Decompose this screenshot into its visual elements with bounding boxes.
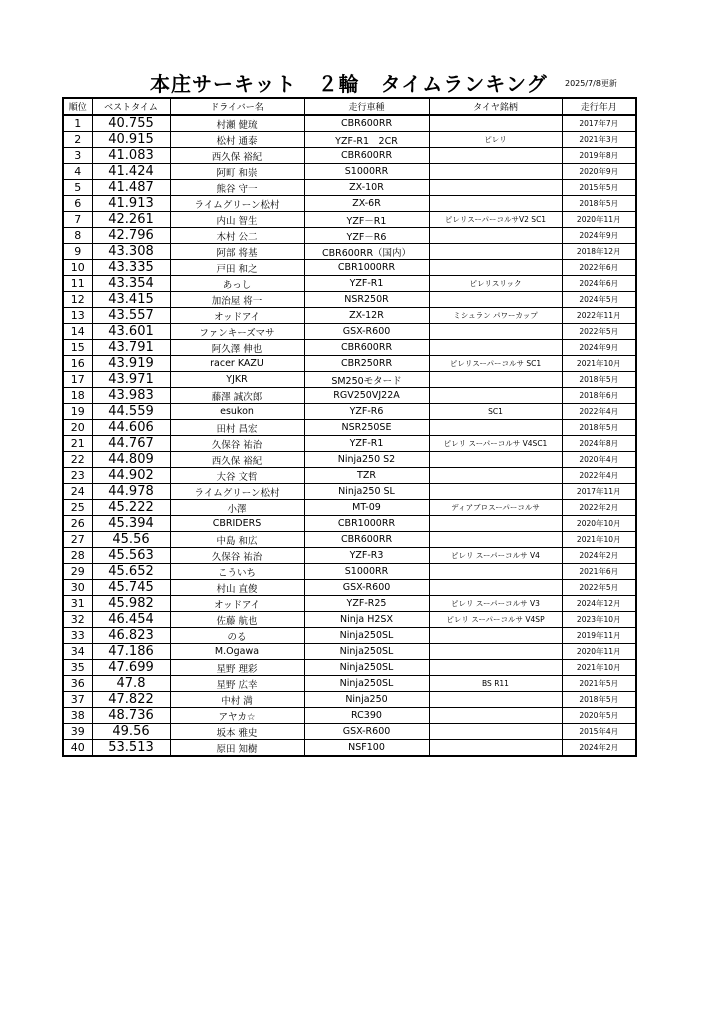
driver-cell: 熊谷 守一: [170, 180, 304, 196]
table-row: [63, 644, 636, 660]
table-row: [63, 436, 636, 452]
driver-cell: 阿部 将基: [170, 244, 304, 260]
date-cell: 2020年9月: [562, 164, 636, 180]
tire-cell: [429, 644, 562, 660]
rank-cell: 11: [63, 276, 92, 292]
machine-cell: YZF-R1: [304, 276, 429, 292]
machine-cell: S1000RR: [304, 564, 429, 580]
rank-cell: 19: [63, 404, 92, 420]
date-cell: 2022年6月: [562, 260, 636, 276]
driver-cell: ライムグリーン松村: [170, 196, 304, 212]
tire-cell: [429, 164, 562, 180]
tire-cell: [429, 580, 562, 596]
best-time-cell: 46.454: [92, 612, 170, 628]
date-cell: 2024年8月: [562, 436, 636, 452]
table-row: [63, 484, 636, 500]
date-cell: 2024年5月: [562, 292, 636, 308]
best-time-cell: 42.796: [92, 228, 170, 244]
best-time-cell: 45.56: [92, 532, 170, 548]
table-row: [63, 132, 636, 148]
best-time-cell: 47.699: [92, 660, 170, 676]
table-row: [63, 196, 636, 212]
best-time-cell: 45.982: [92, 596, 170, 612]
table-row: [63, 180, 636, 196]
tire-cell: [429, 692, 562, 708]
driver-cell: 田村 昌宏: [170, 420, 304, 436]
page-title: 本庄サーキット ２輪 タイムランキング: [150, 72, 548, 96]
rank-cell: 18: [63, 388, 92, 404]
col-header-rank: 順位: [63, 98, 92, 115]
best-time-cell: 40.755: [92, 115, 170, 132]
driver-cell: 村瀬 健琉: [170, 115, 304, 132]
tire-cell: ピレリ: [429, 132, 562, 148]
table-row: [63, 308, 636, 324]
date-cell: 2024年2月: [562, 740, 636, 757]
tire-cell: ピレリスーパーコルサ SC1: [429, 356, 562, 372]
date-cell: 2017年7月: [562, 115, 636, 132]
table-row: [63, 628, 636, 644]
machine-cell: GSX-R600: [304, 324, 429, 340]
machine-cell: RGV250VJ22A: [304, 388, 429, 404]
machine-cell: Ninja250SL: [304, 660, 429, 676]
table-row: [63, 212, 636, 228]
driver-cell: 西久保 裕紀: [170, 452, 304, 468]
driver-cell: 坂本 雅史: [170, 724, 304, 740]
tire-cell: [429, 516, 562, 532]
machine-cell: S1000RR: [304, 164, 429, 180]
tire-cell: [429, 340, 562, 356]
best-time-cell: 45.394: [92, 516, 170, 532]
machine-cell: YZF-R25: [304, 596, 429, 612]
machine-cell: Ninja250 S2: [304, 452, 429, 468]
best-time-cell: 45.222: [92, 500, 170, 516]
date-cell: 2022年4月: [562, 468, 636, 484]
machine-cell: Ninja H2SX: [304, 612, 429, 628]
driver-cell: オッドアイ: [170, 308, 304, 324]
table-row: [63, 596, 636, 612]
machine-cell: CBR600RR: [304, 340, 429, 356]
tire-cell: [429, 532, 562, 548]
date-cell: 2018年5月: [562, 196, 636, 212]
table-row: [63, 164, 636, 180]
date-cell: 2018年5月: [562, 372, 636, 388]
rank-cell: 28: [63, 548, 92, 564]
table-row: [63, 324, 636, 340]
machine-cell: CBR1000RR: [304, 260, 429, 276]
tire-cell: ミシュラン パワーカップ: [429, 308, 562, 324]
best-time-cell: 43.415: [92, 292, 170, 308]
rank-cell: 22: [63, 452, 92, 468]
machine-cell: NSF100: [304, 740, 429, 757]
date-cell: 2018年6月: [562, 388, 636, 404]
table-row: [63, 356, 636, 372]
tire-cell: [429, 484, 562, 500]
date-cell: 2017年11月: [562, 484, 636, 500]
best-time-cell: 43.601: [92, 324, 170, 340]
machine-cell: SM250モタード: [304, 372, 429, 388]
table-row: [63, 612, 636, 628]
rank-cell: 8: [63, 228, 92, 244]
rank-cell: 17: [63, 372, 92, 388]
machine-cell: NSR250SE: [304, 420, 429, 436]
machine-cell: CBR600RR（国内）: [304, 244, 429, 260]
date-cell: 2021年5月: [562, 676, 636, 692]
best-time-cell: 43.335: [92, 260, 170, 276]
driver-cell: 大谷 文哲: [170, 468, 304, 484]
rank-cell: 6: [63, 196, 92, 212]
tire-cell: [429, 292, 562, 308]
driver-cell: 小澤: [170, 500, 304, 516]
rank-cell: 38: [63, 708, 92, 724]
best-time-cell: 44.809: [92, 452, 170, 468]
tire-cell: ピレリスリック: [429, 276, 562, 292]
table-row: [63, 708, 636, 724]
date-cell: 2021年6月: [562, 564, 636, 580]
date-cell: 2024年9月: [562, 340, 636, 356]
best-time-cell: 43.354: [92, 276, 170, 292]
table-row: [63, 548, 636, 564]
driver-cell: 中島 和広: [170, 532, 304, 548]
driver-cell: 村山 直俊: [170, 580, 304, 596]
best-time-cell: 43.791: [92, 340, 170, 356]
tire-cell: [429, 420, 562, 436]
tire-cell: ピレリ スーパーコルサ V4: [429, 548, 562, 564]
tire-cell: SC1: [429, 404, 562, 420]
driver-cell: 星野 広幸: [170, 676, 304, 692]
tire-cell: [429, 564, 562, 580]
tire-cell: ピレリスーパーコルサV2 SC1: [429, 212, 562, 228]
rank-cell: 26: [63, 516, 92, 532]
tire-cell: [429, 244, 562, 260]
driver-cell: YJKR: [170, 372, 304, 388]
machine-cell: Ninja250: [304, 692, 429, 708]
date-cell: 2022年11月: [562, 308, 636, 324]
date-cell: 2021年10月: [562, 356, 636, 372]
rank-cell: 21: [63, 436, 92, 452]
table-row: [63, 372, 636, 388]
best-time-cell: 44.606: [92, 420, 170, 436]
rank-cell: 10: [63, 260, 92, 276]
tire-cell: [429, 708, 562, 724]
updated-date: 2025/7/8更新: [565, 79, 617, 88]
best-time-cell: 40.915: [92, 132, 170, 148]
driver-cell: 西久保 裕紀: [170, 148, 304, 164]
table-row: [63, 676, 636, 692]
date-cell: 2024年9月: [562, 228, 636, 244]
best-time-cell: 48.736: [92, 708, 170, 724]
best-time-cell: 45.745: [92, 580, 170, 596]
col-header-machine: 走行車種: [304, 98, 429, 115]
date-cell: 2020年4月: [562, 452, 636, 468]
date-cell: 2018年12月: [562, 244, 636, 260]
machine-cell: YZF-R3: [304, 548, 429, 564]
rank-cell: 40: [63, 740, 92, 757]
rank-cell: 33: [63, 628, 92, 644]
tire-cell: [429, 196, 562, 212]
best-time-cell: 45.652: [92, 564, 170, 580]
machine-cell: YZF-R6: [304, 404, 429, 420]
rank-cell: 36: [63, 676, 92, 692]
machine-cell: Ninja250SL: [304, 676, 429, 692]
machine-cell: CBR600RR: [304, 115, 429, 132]
driver-cell: 久保谷 祐治: [170, 548, 304, 564]
driver-cell: 加治屋 将一: [170, 292, 304, 308]
driver-cell: 内山 智生: [170, 212, 304, 228]
best-time-cell: 43.971: [92, 372, 170, 388]
tire-cell: [429, 180, 562, 196]
date-cell: 2023年10月: [562, 612, 636, 628]
col-header-date: 走行年月: [562, 98, 636, 115]
rank-cell: 34: [63, 644, 92, 660]
machine-cell: MT-09: [304, 500, 429, 516]
best-time-cell: 43.983: [92, 388, 170, 404]
table-row: [63, 388, 636, 404]
best-time-cell: 47.822: [92, 692, 170, 708]
best-time-cell: 47.8: [92, 676, 170, 692]
tire-cell: ピレリ スーパーコルサ V3: [429, 596, 562, 612]
tire-cell: [429, 452, 562, 468]
table-row: [63, 340, 636, 356]
machine-cell: CBR250RR: [304, 356, 429, 372]
driver-cell: 中村 満: [170, 692, 304, 708]
driver-cell: M.Ogawa: [170, 644, 304, 660]
machine-cell: GSX-R600: [304, 580, 429, 596]
tire-cell: [429, 228, 562, 244]
tire-cell: [429, 148, 562, 164]
rank-cell: 2: [63, 132, 92, 148]
rank-cell: 7: [63, 212, 92, 228]
machine-cell: ZX-6R: [304, 196, 429, 212]
ranking-table: [62, 97, 637, 757]
machine-cell: YZF-R1: [304, 436, 429, 452]
rank-cell: 31: [63, 596, 92, 612]
driver-cell: 阿町 和崇: [170, 164, 304, 180]
driver-cell: esukon: [170, 404, 304, 420]
col-header-best-time: ベストタイム: [92, 98, 170, 115]
rank-cell: 1: [63, 115, 92, 132]
tire-cell: [429, 388, 562, 404]
table-row: [63, 660, 636, 676]
driver-cell: オッドアイ: [170, 596, 304, 612]
rank-cell: 27: [63, 532, 92, 548]
driver-cell: ライムグリーン松村: [170, 484, 304, 500]
machine-cell: Ninja250SL: [304, 644, 429, 660]
tire-cell: [429, 324, 562, 340]
machine-cell: Ninja250 SL: [304, 484, 429, 500]
best-time-cell: 44.559: [92, 404, 170, 420]
table-row: [63, 244, 636, 260]
rank-cell: 39: [63, 724, 92, 740]
driver-cell: あっし: [170, 276, 304, 292]
date-cell: 2024年2月: [562, 548, 636, 564]
date-cell: 2021年10月: [562, 532, 636, 548]
rank-cell: 5: [63, 180, 92, 196]
best-time-cell: 41.083: [92, 148, 170, 164]
best-time-cell: 43.308: [92, 244, 170, 260]
best-time-cell: 41.913: [92, 196, 170, 212]
table-row: [63, 452, 636, 468]
tire-cell: [429, 260, 562, 276]
table-row: [63, 115, 636, 132]
table-row: [63, 420, 636, 436]
best-time-cell: 42.261: [92, 212, 170, 228]
driver-cell: 阿久澤 伸也: [170, 340, 304, 356]
rank-cell: 32: [63, 612, 92, 628]
best-time-cell: 53.513: [92, 740, 170, 757]
header-row: [63, 98, 636, 115]
table-row: [63, 692, 636, 708]
date-cell: 2022年5月: [562, 580, 636, 596]
date-cell: 2019年11月: [562, 628, 636, 644]
best-time-cell: 46.823: [92, 628, 170, 644]
date-cell: 2015年5月: [562, 180, 636, 196]
best-time-cell: 43.919: [92, 356, 170, 372]
machine-cell: YZF-R1 2CR: [304, 132, 429, 148]
rank-cell: 9: [63, 244, 92, 260]
rank-cell: 37: [63, 692, 92, 708]
date-cell: 2022年5月: [562, 324, 636, 340]
machine-cell: TZR: [304, 468, 429, 484]
machine-cell: CBR600RR: [304, 532, 429, 548]
rank-cell: 30: [63, 580, 92, 596]
table-row: [63, 500, 636, 516]
rank-cell: 16: [63, 356, 92, 372]
rank-cell: 14: [63, 324, 92, 340]
rank-cell: 29: [63, 564, 92, 580]
rank-cell: 23: [63, 468, 92, 484]
date-cell: 2020年11月: [562, 212, 636, 228]
rank-cell: 13: [63, 308, 92, 324]
machine-cell: RC390: [304, 708, 429, 724]
tire-cell: ピレリ スーパーコルサ V4SC1: [429, 436, 562, 452]
machine-cell: CBR1000RR: [304, 516, 429, 532]
ranking-body: [63, 115, 636, 756]
date-cell: 2015年4月: [562, 724, 636, 740]
best-time-cell: 41.424: [92, 164, 170, 180]
tire-cell: [429, 724, 562, 740]
driver-cell: 松村 通泰: [170, 132, 304, 148]
table-row: [63, 532, 636, 548]
rank-cell: 4: [63, 164, 92, 180]
rank-cell: 24: [63, 484, 92, 500]
best-time-cell: 47.186: [92, 644, 170, 660]
date-cell: 2022年2月: [562, 500, 636, 516]
driver-cell: CBRIDERS: [170, 516, 304, 532]
driver-cell: 藤澤 誠次郎: [170, 388, 304, 404]
tire-cell: [429, 660, 562, 676]
best-time-cell: 45.563: [92, 548, 170, 564]
rank-cell: 35: [63, 660, 92, 676]
rank-cell: 12: [63, 292, 92, 308]
best-time-cell: 49.56: [92, 724, 170, 740]
tire-cell: [429, 468, 562, 484]
driver-cell: こういち: [170, 564, 304, 580]
best-time-cell: 44.978: [92, 484, 170, 500]
machine-cell: Ninja250SL: [304, 628, 429, 644]
tire-cell: ピレリ スーパーコルサ V4SP: [429, 612, 562, 628]
driver-cell: 木村 公二: [170, 228, 304, 244]
date-cell: 2018年5月: [562, 692, 636, 708]
col-header-tire: タイヤ銘柄: [429, 98, 562, 115]
table-row: [63, 276, 636, 292]
best-time-cell: 41.487: [92, 180, 170, 196]
rank-cell: 25: [63, 500, 92, 516]
date-cell: 2020年10月: [562, 516, 636, 532]
tire-cell: BS R11: [429, 676, 562, 692]
tire-cell: [429, 115, 562, 132]
table-row: [63, 468, 636, 484]
date-cell: 2018年5月: [562, 420, 636, 436]
rank-cell: 20: [63, 420, 92, 436]
driver-cell: ファンキーズマサ: [170, 324, 304, 340]
date-cell: 2020年5月: [562, 708, 636, 724]
date-cell: 2019年8月: [562, 148, 636, 164]
table-row: [63, 260, 636, 276]
driver-cell: 戸田 和之: [170, 260, 304, 276]
table-row: [63, 580, 636, 596]
table-row: [63, 228, 636, 244]
table-row: [63, 724, 636, 740]
machine-cell: ZX-10R: [304, 180, 429, 196]
date-cell: 2024年6月: [562, 276, 636, 292]
driver-cell: アヤカ☆: [170, 708, 304, 724]
driver-cell: 星野 理彩: [170, 660, 304, 676]
driver-cell: のる: [170, 628, 304, 644]
date-cell: 2021年3月: [562, 132, 636, 148]
tire-cell: [429, 740, 562, 757]
table-row: [63, 564, 636, 580]
tire-cell: [429, 372, 562, 388]
date-cell: 2020年11月: [562, 644, 636, 660]
col-header-driver: ドライバー名: [170, 98, 304, 115]
driver-cell: 原田 知樹: [170, 740, 304, 757]
table-row: [63, 740, 636, 757]
tire-cell: [429, 628, 562, 644]
date-cell: 2024年12月: [562, 596, 636, 612]
machine-cell: ZX-12R: [304, 308, 429, 324]
rank-cell: 15: [63, 340, 92, 356]
driver-cell: racer KAZU: [170, 356, 304, 372]
date-cell: 2022年4月: [562, 404, 636, 420]
machine-cell: YZF－R6: [304, 228, 429, 244]
driver-cell: 佐藤 航也: [170, 612, 304, 628]
best-time-cell: 44.767: [92, 436, 170, 452]
driver-cell: 久保谷 祐治: [170, 436, 304, 452]
table-row: [63, 292, 636, 308]
table-row: [63, 148, 636, 164]
tire-cell: ディアブロスーパーコルサ: [429, 500, 562, 516]
machine-cell: YZF－R1: [304, 212, 429, 228]
rank-cell: 3: [63, 148, 92, 164]
machine-cell: GSX-R600: [304, 724, 429, 740]
table-row: [63, 404, 636, 420]
best-time-cell: 43.557: [92, 308, 170, 324]
date-cell: 2021年10月: [562, 660, 636, 676]
machine-cell: CBR600RR: [304, 148, 429, 164]
best-time-cell: 44.902: [92, 468, 170, 484]
table-row: [63, 516, 636, 532]
machine-cell: NSR250R: [304, 292, 429, 308]
